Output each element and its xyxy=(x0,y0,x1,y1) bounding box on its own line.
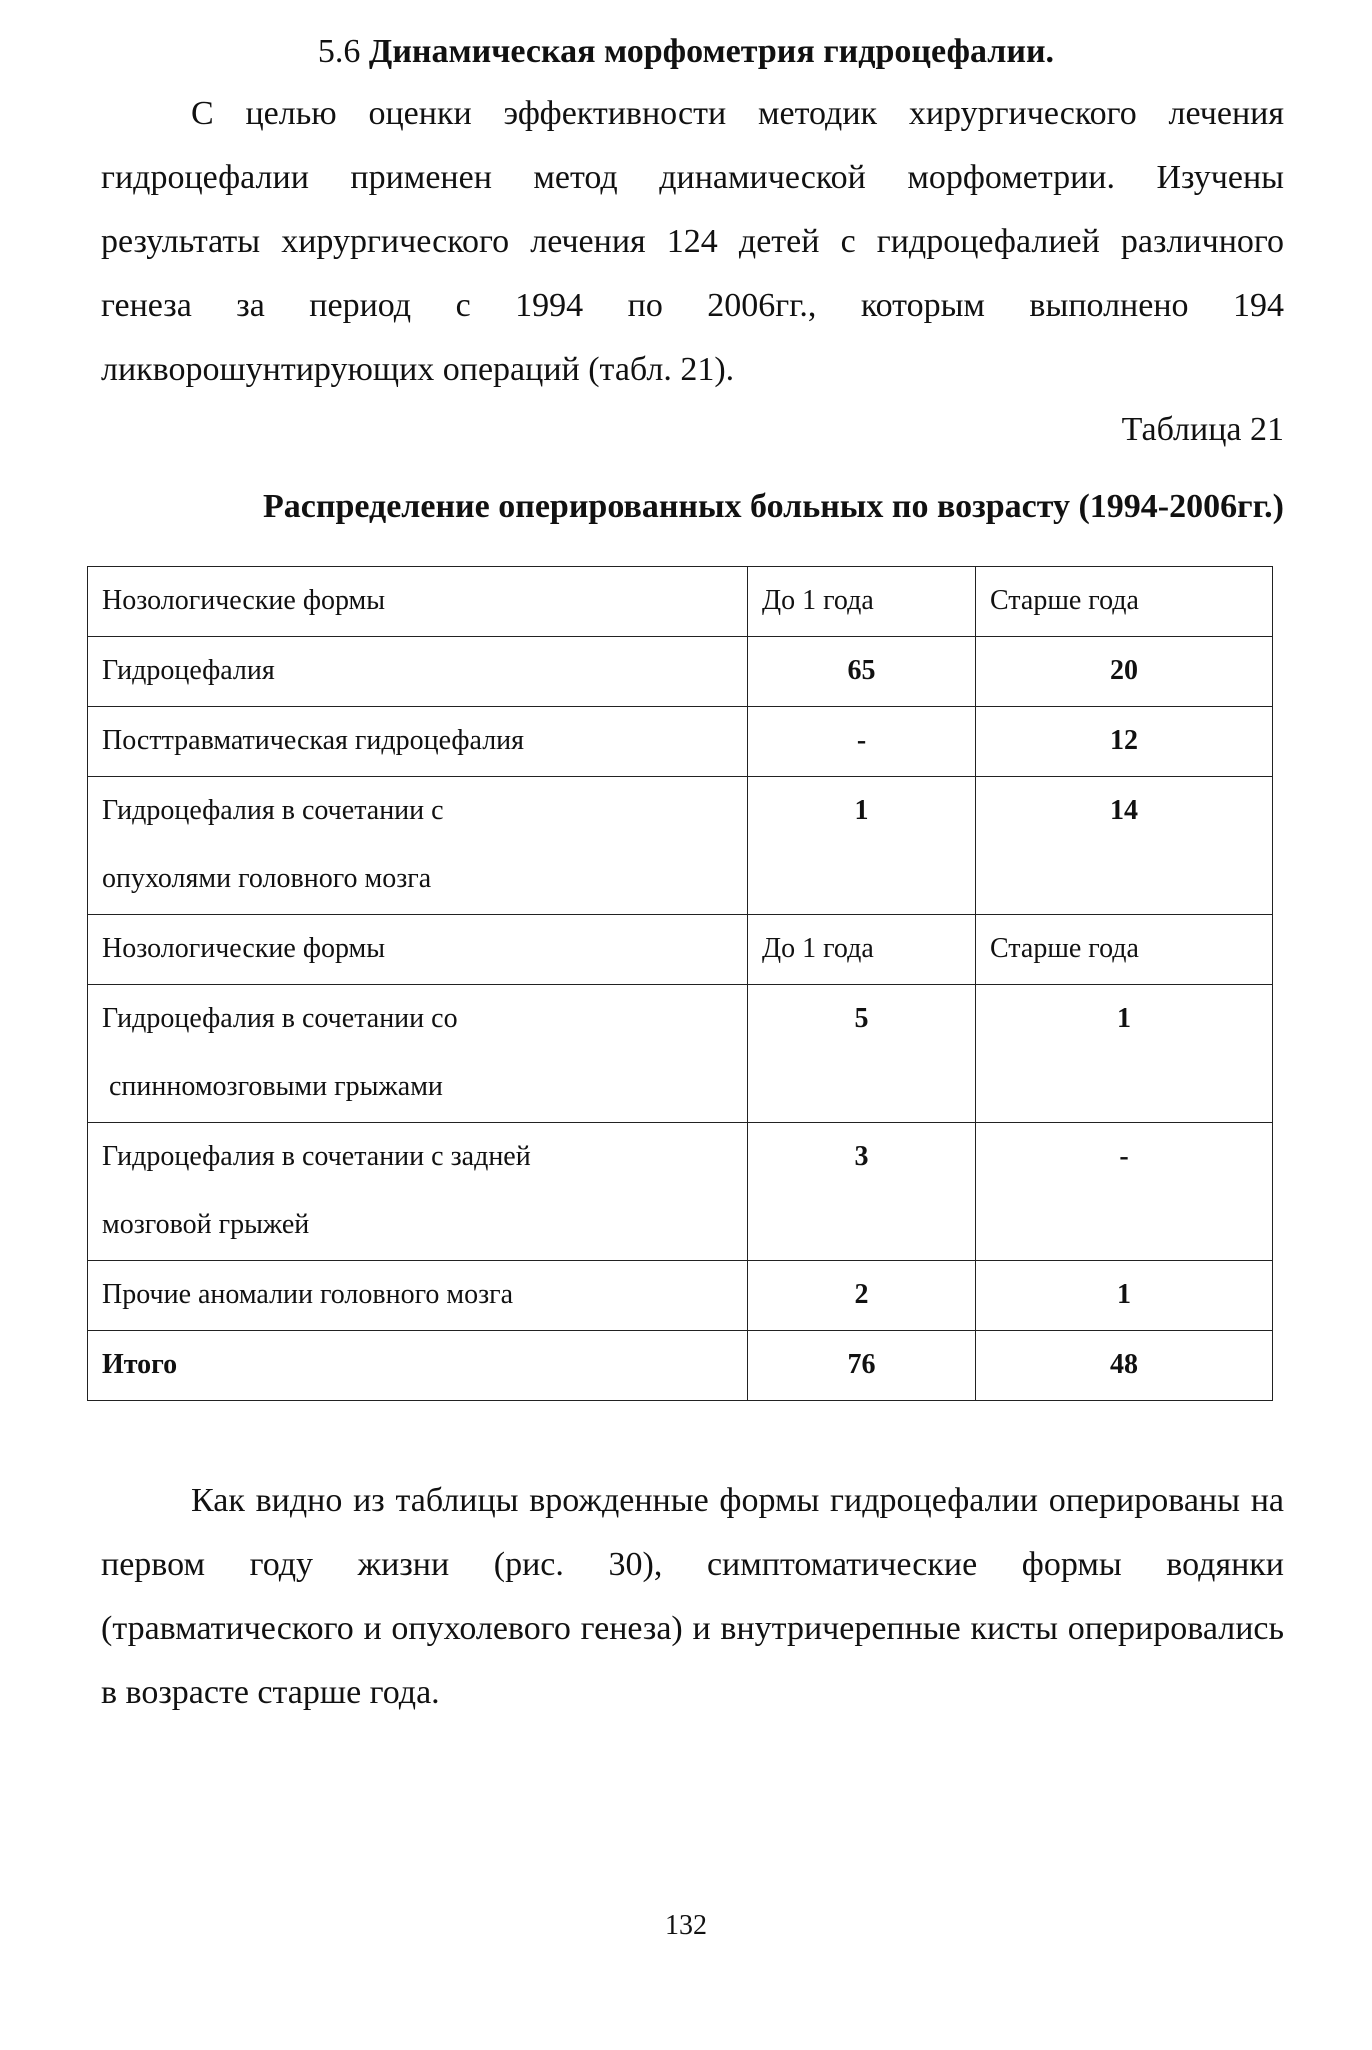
header-cell-under-one: До 1 года xyxy=(748,567,976,637)
section-heading xyxy=(0,30,1372,74)
row-over-one-cell: 14 xyxy=(976,777,1273,915)
header-cell-nosology: Нозологические формы xyxy=(88,567,748,637)
row-over-one-cell: 20 xyxy=(976,637,1273,707)
row-label-cell: Посттравматическая гидроцефалия xyxy=(88,707,748,777)
row-over-one-cell: - xyxy=(976,1123,1273,1261)
total-over-one-cell: 48 xyxy=(976,1331,1273,1401)
intro-paragraph: С целью оценки эффективности методик хирургического лечения гидроцефалии применен метод динамической морфометрии. Изучены результаты хирургического лечения 124 детей с гидроцефалией различного генеза за период с 1994 по 2006гг., которым выполнено 194 ликворошунтирующих операций (табл. 21). xyxy=(101,95,1284,388)
table-total-row xyxy=(88,1331,1273,1401)
table-row xyxy=(88,637,1273,707)
header-cell-over-one: Старше года xyxy=(976,915,1273,985)
table-title: Распределение оперированных больных по возрасту (1994-2006гг.) xyxy=(263,488,1284,525)
table-row xyxy=(88,1261,1273,1331)
row-over-one-cell: 1 xyxy=(976,985,1273,1123)
section-title: Динамическая морфометрия гидроцефалии. xyxy=(368,33,1055,70)
row-under-one-cell: 3 xyxy=(748,1123,976,1261)
table-row xyxy=(88,985,1273,1123)
table-row xyxy=(88,1123,1273,1261)
table-row xyxy=(88,777,1273,915)
row-under-one-cell: 2 xyxy=(748,1261,976,1331)
row-under-one-cell: 1 xyxy=(748,777,976,915)
row-label-cell: Гидроцефалия в сочетании со спинномозговыми грыжами xyxy=(88,985,748,1123)
distribution-table xyxy=(87,566,1273,1401)
table-header-row-repeat xyxy=(88,915,1273,985)
page-number: 132 xyxy=(665,1910,707,1941)
header-cell-nosology: Нозологические формы xyxy=(88,915,748,985)
row-over-one-cell: 12 xyxy=(976,707,1273,777)
total-label-cell: Итого xyxy=(88,1331,748,1401)
row-label-cell: Гидроцефалия в сочетании с задней мозговой грыжей xyxy=(88,1123,748,1261)
total-under-one-cell: 76 xyxy=(748,1331,976,1401)
row-under-one-cell: 65 xyxy=(748,637,976,707)
table-row xyxy=(88,707,1273,777)
table-label: Таблица 21 xyxy=(1121,411,1284,448)
table-header-row xyxy=(88,567,1273,637)
row-label-cell: Гидроцефалия в сочетании с опухолями головного мозга xyxy=(88,777,748,915)
row-over-one-cell: 1 xyxy=(976,1261,1273,1331)
header-cell-under-one: До 1 года xyxy=(748,915,976,985)
conclusion-paragraph: Как видно из таблицы врожденные формы гидроцефалии оперированы на первом году жизни (рис. 30), симптоматические формы водянки (травматического и опухолевого генеза) и внутричерепные кисты оперировались в возрасте старше года. xyxy=(101,1482,1284,1711)
header-cell-over-one: Старше года xyxy=(976,567,1273,637)
section-number: 5.6 xyxy=(317,33,361,70)
row-under-one-cell: - xyxy=(748,707,976,777)
row-label-cell: Гидроцефалия xyxy=(88,637,748,707)
row-under-one-cell: 5 xyxy=(748,985,976,1123)
row-label-cell: Прочие аномалии головного мозга xyxy=(88,1261,748,1331)
